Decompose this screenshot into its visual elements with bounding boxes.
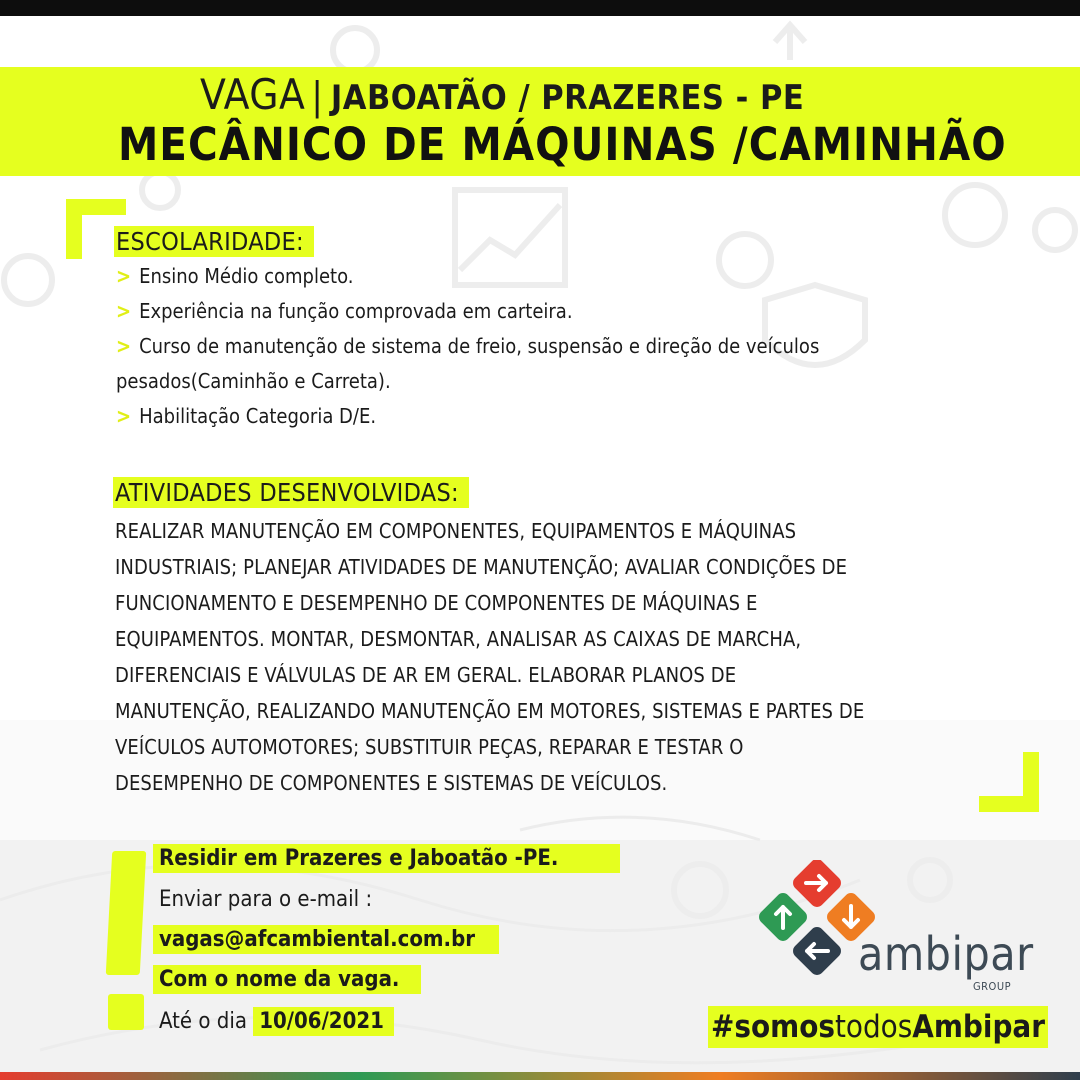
exclamation-icon [106, 851, 146, 975]
hashtag-symbol: # [711, 1009, 735, 1045]
brand-group-label: GROUP [973, 980, 1012, 993]
deadline [159, 1009, 394, 1034]
gear-icon [333, 28, 377, 72]
requirement-text: Experiência na função comprovada em carteira. [139, 299, 573, 323]
brand-name: ambipar [858, 927, 1034, 981]
atividades-heading: ATIVIDADES DESENVOLVIDAS: [113, 477, 469, 508]
activity-line: DESEMPENHO DE COMPONENTES E SISTEMAS DE VEÍCULOS. [115, 771, 668, 795]
exclamation-dot-icon [108, 994, 144, 1030]
gear-icon [910, 860, 950, 900]
activity-line: MANUTENÇÃO, REALIZANDO MANUTENÇÃO EM MOTORES, SISTEMAS E PARTES DE [115, 699, 865, 723]
arrow-up-icon [775, 25, 805, 60]
activity-line: FUNCIONAMENTO E DESEMPENHO DE COMPONENTES DE MÁQUINAS E [115, 591, 758, 615]
subject-text: Com o nome da vaga. [153, 965, 421, 994]
job-location: JABOATÃO / PRAZERES - PE [330, 78, 805, 118]
title-separator: | [311, 74, 323, 118]
residence-text: Residir em Prazeres e Jaboatão -PE. [153, 844, 620, 873]
email-line [153, 927, 499, 952]
requirement-text: Habilitação Categoria D/E. [139, 404, 377, 428]
deadline-label: Até o dia [159, 1009, 247, 1034]
requirement-text: Ensino Médio completo. [139, 264, 354, 288]
activities-description [115, 513, 1025, 801]
chevron-right-icon: > [116, 299, 132, 323]
activity-line: DIFERENCIAIS E VÁLVULAS DE AR EM GERAL. ELABORAR PLANOS DE [115, 663, 737, 687]
gear-icon [4, 256, 52, 304]
lightbulb-icon [945, 185, 1005, 245]
activity-line: VEÍCULOS AUTOMOTORES; SUBSTITUIR PEÇAS, REPARAR E TESTAR O [115, 735, 744, 759]
hashtag-banner [708, 1006, 1048, 1048]
hashtag-part-somos: somos [734, 1009, 835, 1045]
requirements-list [116, 259, 996, 434]
chevron-right-icon: > [116, 334, 132, 358]
residence-requirement [153, 846, 620, 871]
list-item [116, 259, 996, 294]
title-line [200, 70, 804, 120]
hashtag-part-ambipar: Ambipar [912, 1009, 1045, 1045]
requirement-text: pesados(Caminhão e Carreta). [116, 369, 391, 393]
email-link[interactable]: vagas@afcambiental.com.br [153, 925, 499, 954]
chevron-right-icon: > [116, 264, 132, 288]
requirement-text: Curso de manutenção de sistema de freio, suspensão e direção de veículos [139, 334, 820, 358]
chevron-right-icon: > [116, 404, 132, 428]
gear-icon [142, 172, 178, 208]
job-title: MECÂNICO DE MÁQUINAS /CAMINHÃO [118, 118, 1007, 171]
gear-icon [1035, 210, 1075, 250]
send-email-label: Enviar para o e-mail : [159, 887, 373, 912]
activity-line: INDUSTRIAIS; PLANEJAR ATIVIDADES DE MANUTENÇÃO; AVALIAR CONDIÇÕES DE [115, 555, 848, 579]
activity-line: REALIZAR MANUTENÇÃO EM COMPONENTES, EQUIPAMENTOS E MÁQUINAS [115, 519, 797, 543]
list-item [116, 364, 996, 399]
bottom-color-strip [0, 1072, 1080, 1080]
subject-instruction [153, 967, 421, 992]
escolaridade-heading: ESCOLARIDADE: [114, 226, 314, 257]
activity-line: EQUIPAMENTOS. MONTAR, DESMONTAR, ANALISAR AS CAIXAS DE MARCHA, [115, 627, 802, 651]
vaga-label: VAGA [200, 70, 306, 119]
gear-icon [674, 864, 726, 916]
list-item [116, 329, 996, 364]
deadline-date: 10/06/2021 [253, 1007, 394, 1036]
list-item [116, 294, 996, 329]
hashtag-part-todos: todos [834, 1009, 913, 1045]
list-item [116, 399, 996, 434]
